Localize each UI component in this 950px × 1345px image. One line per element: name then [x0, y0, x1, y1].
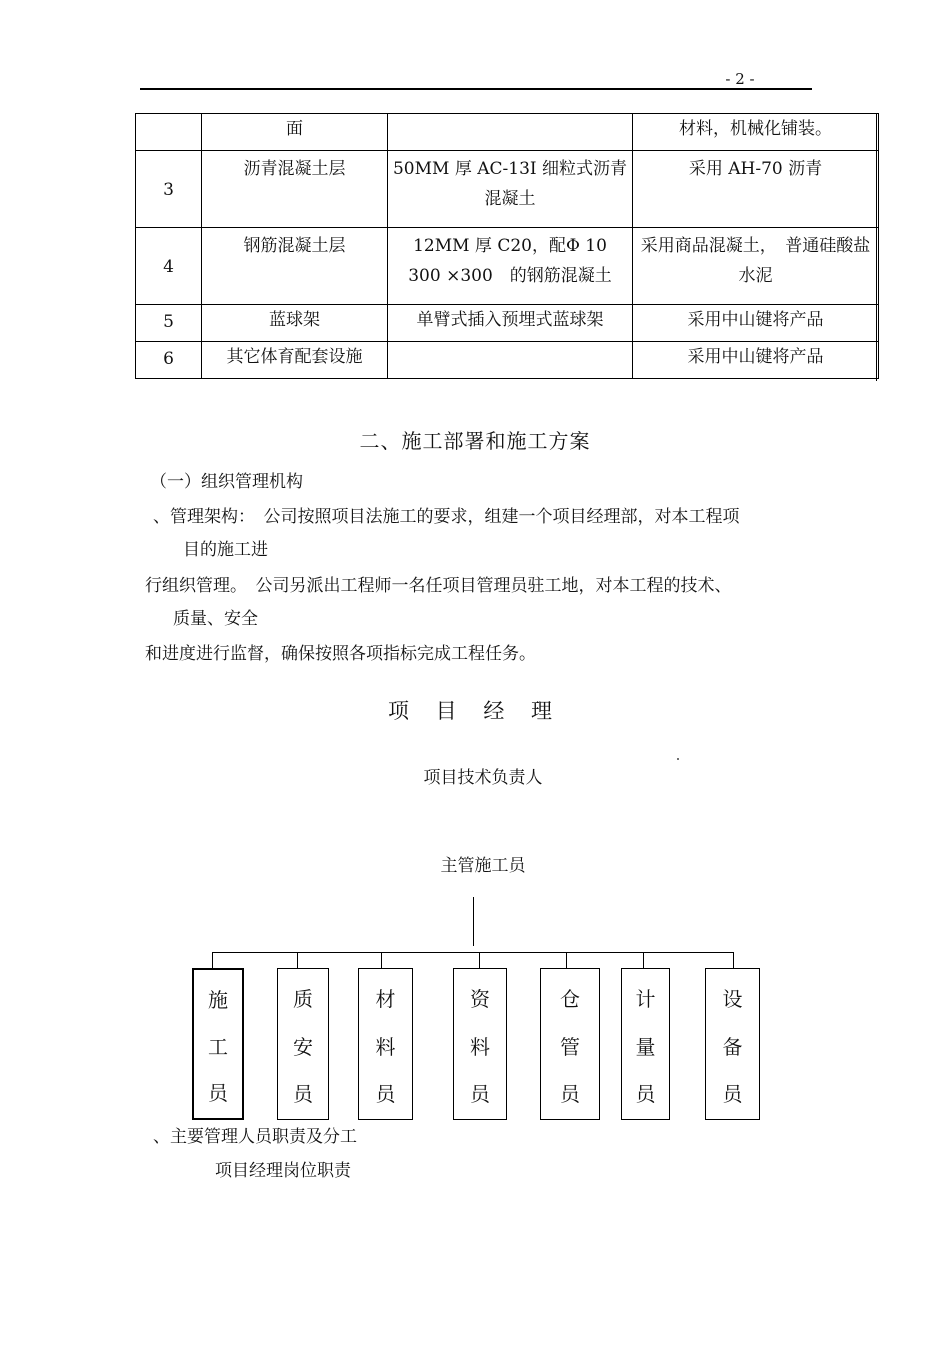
- page-number: - 2 -: [725, 70, 755, 88]
- org-drop-line: [381, 952, 382, 968]
- role-char: 员: [722, 1082, 743, 1106]
- org-tech-lead: 项目技术负责人: [423, 768, 543, 788]
- cell-spec: 50MM 厚 AC-13I 细粒式沥青混凝土: [388, 151, 633, 228]
- table-row: [136, 305, 879, 342]
- subheading: （一）组织管理机构: [150, 472, 303, 492]
- org-branch-line: [212, 952, 734, 953]
- role-char: 备: [722, 1034, 743, 1059]
- paragraph-line: 质量、安全: [173, 609, 258, 629]
- cell-item: 钢筋混凝土层: [202, 228, 388, 305]
- role-box-construction: [192, 968, 244, 1120]
- org-chart-title: 项 目 经 理: [387, 699, 563, 723]
- paragraph-line: 行组织管理。 公司另派出工程师一名任项目管理员驻工地，对本工程的技术、: [145, 576, 732, 596]
- cell-no: 4: [136, 228, 202, 305]
- org-drop-line: [643, 952, 644, 968]
- cell-no: 6: [136, 342, 202, 379]
- table-row: [136, 342, 879, 379]
- role-char: 设: [722, 987, 743, 1011]
- cell-spec: [388, 114, 633, 151]
- cell-spec: 12MM 厚 C20，配Φ 10 300 ×300 的钢筋混凝土: [388, 228, 633, 305]
- role-char: 员: [375, 1082, 396, 1106]
- spec-table: [135, 113, 879, 379]
- paragraph-line: 目的施工进: [183, 540, 268, 560]
- role-char: 施: [208, 988, 228, 1012]
- role-box-materials: [358, 968, 413, 1120]
- cell-note: 采用 AH-70 沥青: [633, 151, 879, 228]
- cell-spec: 单臂式插入预埋式蓝球架: [388, 305, 633, 342]
- role-char: 员: [208, 1081, 228, 1105]
- role-char: 员: [470, 1082, 490, 1106]
- role-char: 员: [635, 1082, 656, 1106]
- cell-spec: [388, 342, 633, 379]
- role-char: 材: [375, 987, 396, 1011]
- cell-note: 采用商品混凝土， 普通硅酸盐水泥: [633, 228, 879, 305]
- pm-duties-heading: 项目经理岗位职责: [215, 1161, 351, 1181]
- cell-no: 5: [136, 305, 202, 342]
- stray-dot: [677, 758, 679, 760]
- org-trunk-line: [473, 897, 474, 946]
- role-char: 量: [635, 1034, 656, 1059]
- role-char: 料: [470, 1034, 490, 1059]
- table-row: [136, 228, 879, 305]
- section-title: 二、施工部署和施工方案: [359, 429, 591, 453]
- role-box-metering: [621, 968, 670, 1120]
- org-drop-line: [297, 952, 298, 968]
- cell-note: 采用中山键将产品: [633, 342, 879, 379]
- role-char: 资: [470, 987, 490, 1011]
- table-row: [136, 151, 879, 228]
- role-box-warehouse: [540, 968, 600, 1120]
- role-char: 计: [635, 987, 656, 1011]
- cell-item: 蓝球架: [202, 305, 388, 342]
- org-drop-line: [566, 952, 567, 968]
- org-drop-line: [733, 952, 734, 968]
- paragraph-line: 和进度进行监督，确保按照各项指标完成工程任务。: [145, 644, 536, 664]
- role-char: 质: [293, 987, 313, 1011]
- role-box-equipment: [705, 968, 760, 1120]
- role-char: 员: [560, 1082, 580, 1106]
- table-double-edge: [876, 113, 877, 381]
- org-drop-line: [479, 952, 480, 968]
- header-rule: [140, 88, 812, 90]
- cell-note: 采用中山键将产品: [633, 305, 879, 342]
- role-char: 员: [293, 1082, 313, 1106]
- role-char: 管: [560, 1034, 580, 1059]
- cell-item: 其它体育配套设施: [202, 342, 388, 379]
- org-main-supervisor: 主管施工员: [440, 856, 526, 876]
- role-box-quality-safety: [277, 968, 329, 1120]
- cell-item: 沥青混凝土层: [202, 151, 388, 228]
- cell-no: [136, 114, 202, 151]
- role-char: 工: [208, 1034, 228, 1059]
- cell-no: 3: [136, 151, 202, 228]
- paragraph-line: 、管理架构： 公司按照项目法施工的要求，组建一个项目经理部，对本工程项: [153, 507, 740, 527]
- role-char: 仓: [560, 987, 580, 1011]
- cell-item: 面: [202, 114, 388, 151]
- role-char: 安: [293, 1034, 313, 1059]
- role-char: 料: [375, 1034, 396, 1059]
- table-row: [136, 114, 879, 151]
- duties-heading: 、主要管理人员职责及分工: [153, 1127, 357, 1147]
- org-drop-line: [212, 952, 213, 968]
- cell-note: 材料，机械化铺装。: [633, 114, 879, 151]
- role-box-documents: [453, 968, 507, 1120]
